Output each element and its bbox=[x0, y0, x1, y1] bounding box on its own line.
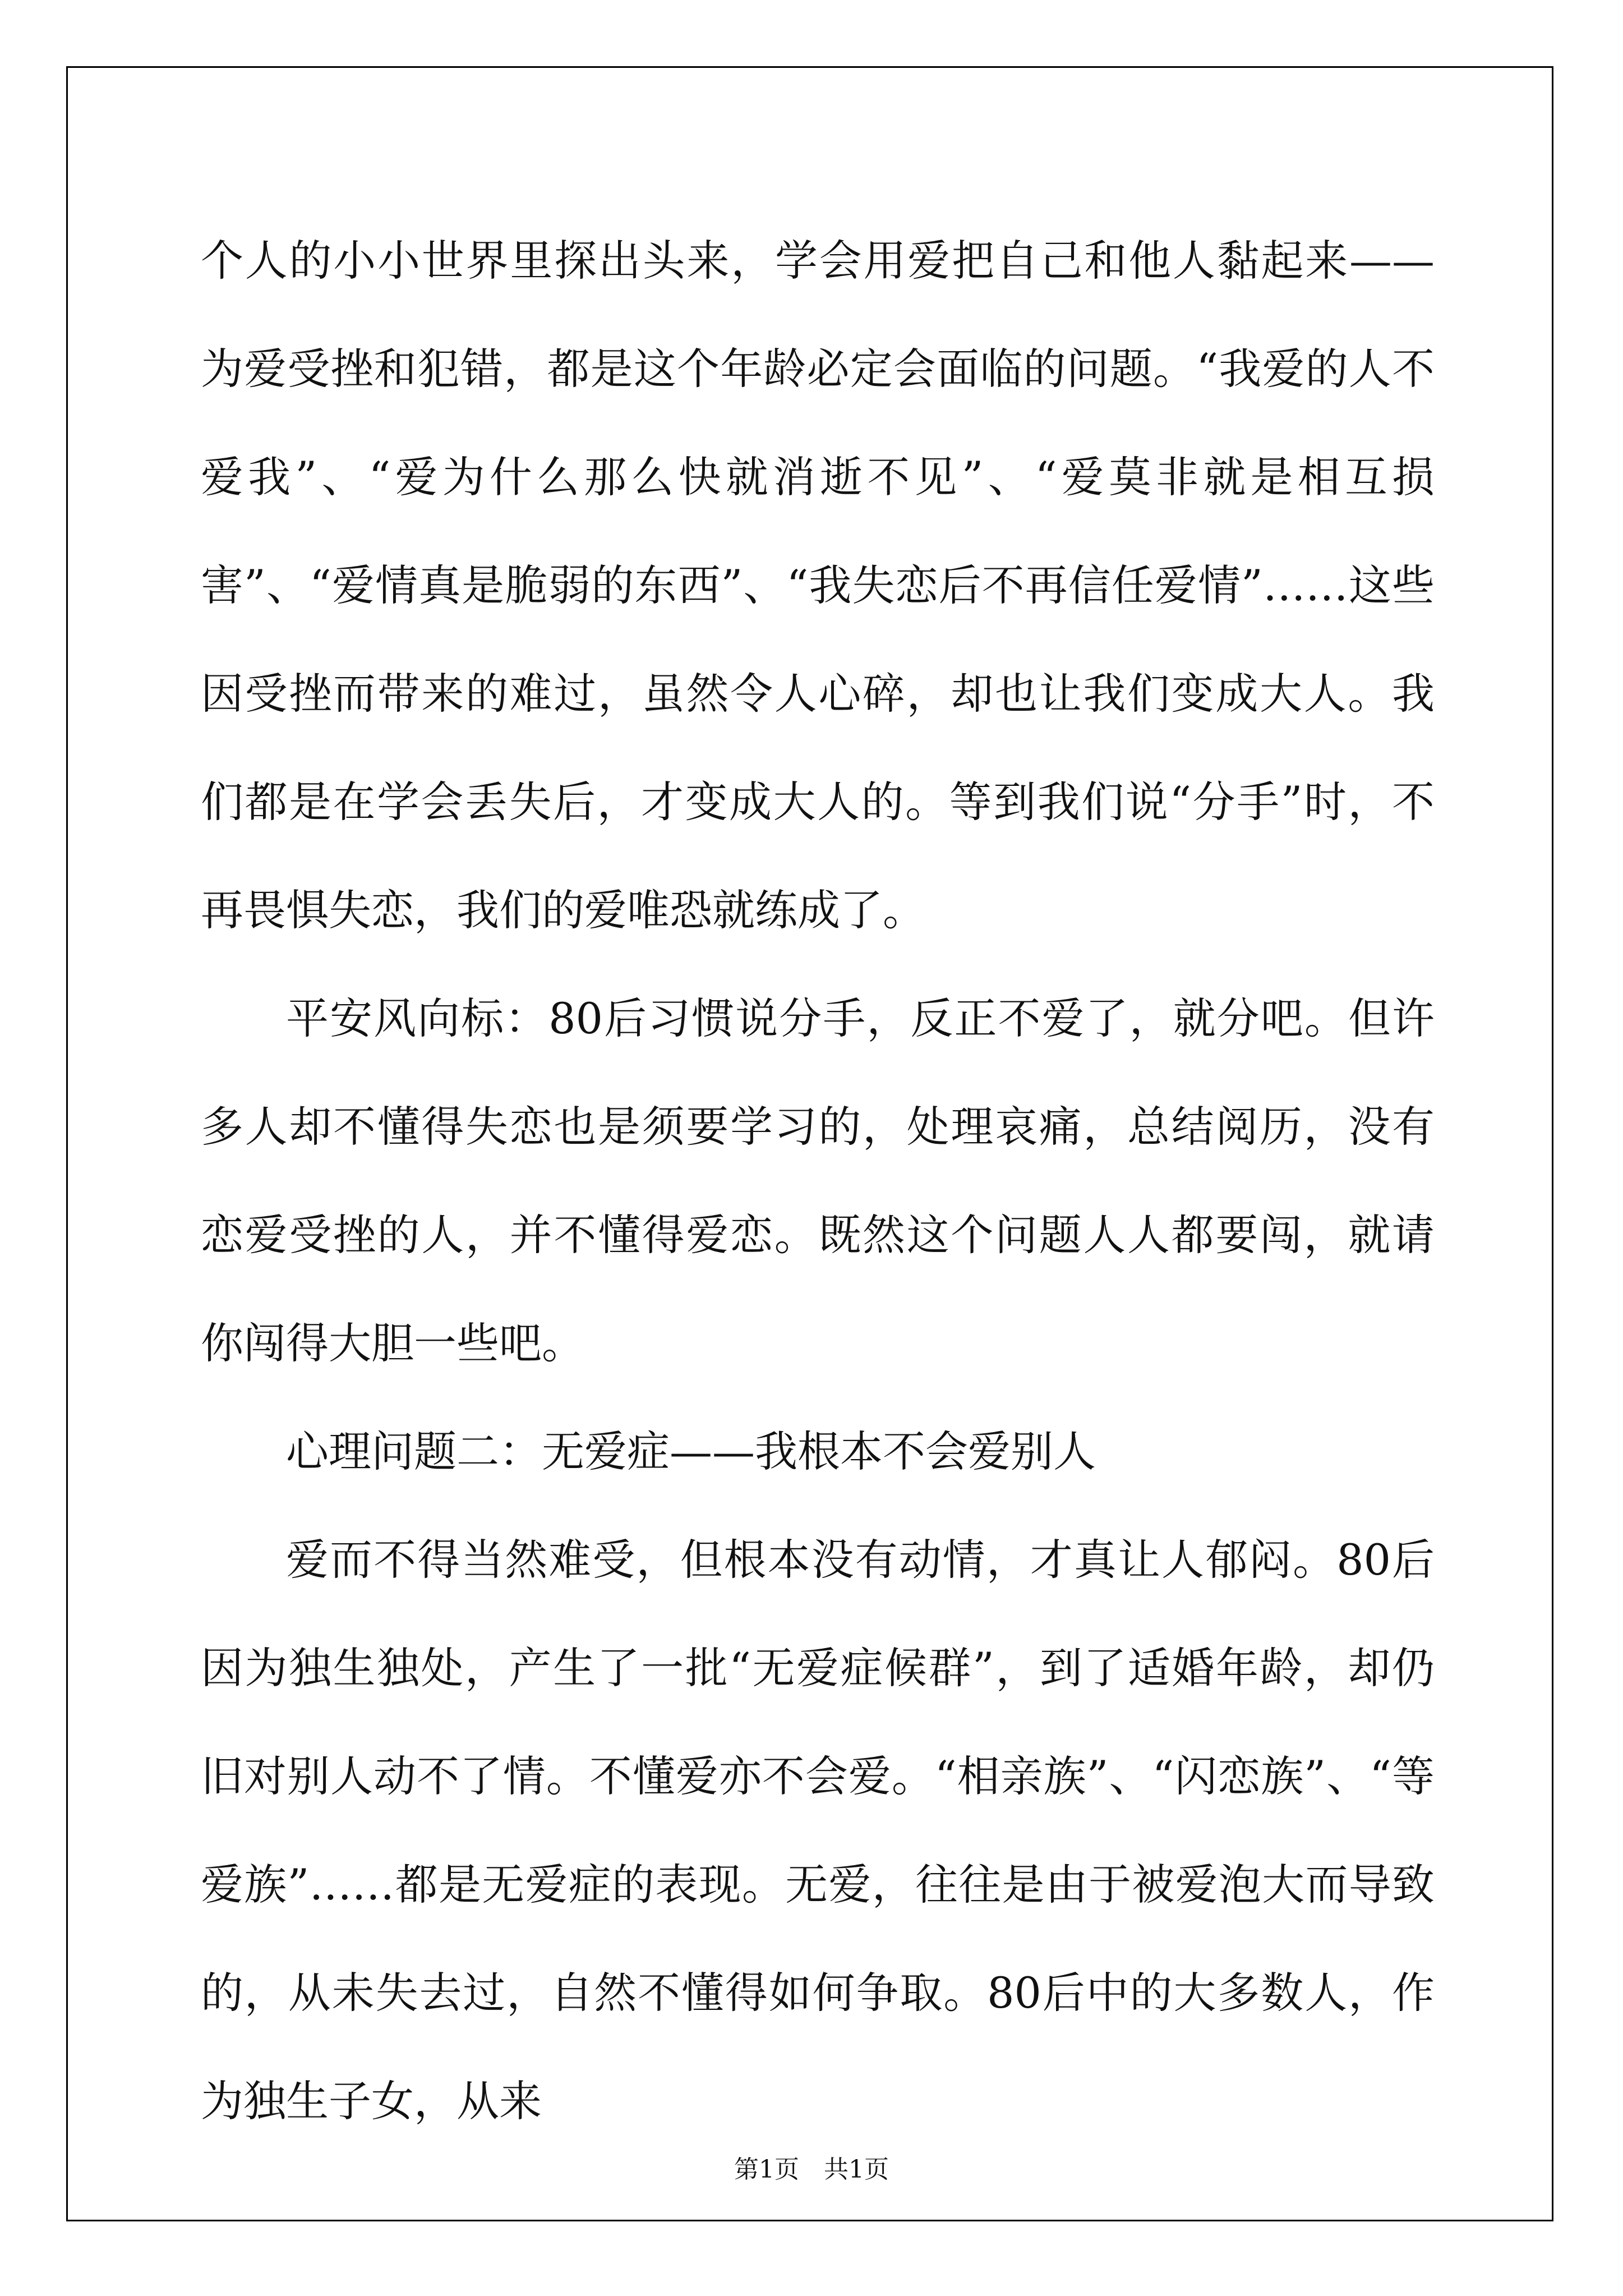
paragraph-1: 个人的小小世界里探出头来，学会用爱把自己和他人黏起来——为爱受挫和犯错，都是这个年龄必定会面临的问题。“我爱的人不爱我”、“爱为什么那么快就消逝不见”、“爱莫非就是相互损害”、“爱情真是脆弱的东西”、“我失恋后不再信任爱情”……这些因受挫而带来的难过，虽然令人心碎，却也让我们变成大人。我们都是在学会丢失后，才变成大人的。等到我们说“分手”时，不再畏惧失恋，我们的爱唯恐就练成了。 bbox=[201, 236, 1435, 935]
page-footer: 第1页 共1页 bbox=[734, 2155, 889, 2184]
paragraph-2: 平安风向标：80后习惯说分手，反正不爱了，就分吧。但许多人却不懂得失恋也是须要学习的，处理哀痛，总结阅历，没有恋爱受挫的人，并不懂得爱恋。既然这个问题人人都要闯，就请你闯得大胆一些吧。 bbox=[201, 993, 1435, 1368]
section-heading: 心理问题二：无爱症——我根本不会爱别人 bbox=[286, 1427, 1096, 1476]
document-body bbox=[201, 206, 1435, 2155]
paragraph-3: 爱而不得当然难受，但根本没有动情，才真让人郁闷。80后因为独生独处，产生了一批“无爱症候群”，到了适婚年龄，却仍旧对别人动不了情。不懂爱亦不会爱。“相亲族”、“闪恋族”、“等爱族”……都是无爱症的表现。无爱，往往是由于被爱泡大而导致的，从未失去过，自然不懂得如何争取。80后中的大多数人，作为独生子女，从来 bbox=[201, 1535, 1435, 2126]
